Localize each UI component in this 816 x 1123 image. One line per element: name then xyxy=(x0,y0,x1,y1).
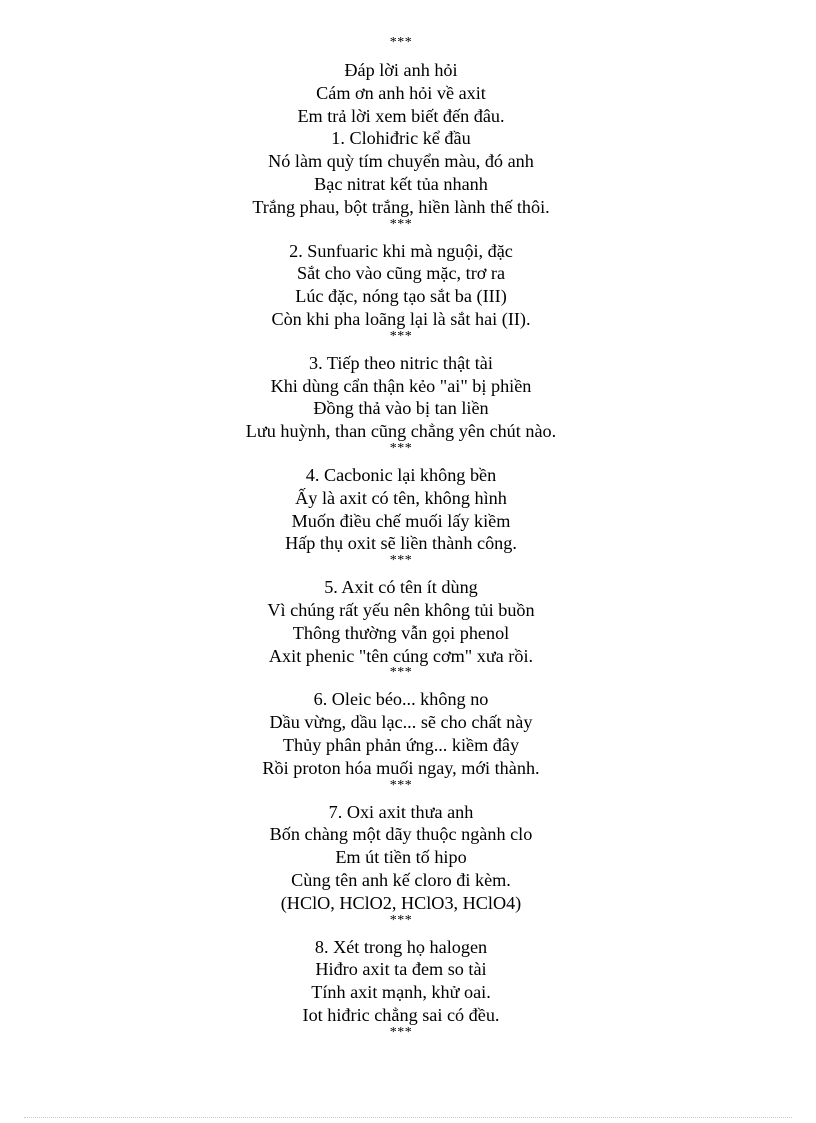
stanza-separator: *** xyxy=(389,912,413,928)
poem-line: Em trả lời xem biết đến đâu. xyxy=(297,105,505,126)
poem-line: Axit phenic "tên cúng cơm" xưa rồi. xyxy=(268,645,534,666)
stanza xyxy=(0,59,802,219)
poem-line: Lúc đặc, nóng tạo sắt ba (III) xyxy=(295,286,507,307)
stanza-separator: *** xyxy=(389,216,413,232)
stanza xyxy=(0,464,802,555)
poem-line: Đáp lời anh hỏi xyxy=(344,60,458,80)
poem-line: Thông thường vẫn gọi phenol xyxy=(292,622,510,643)
poem-line: Thủy phân phản ứng... kiềm đây xyxy=(282,734,520,755)
poem-line: 4. Cacbonic lại không bền xyxy=(305,464,497,485)
poem-line: Iot hiđric chẳng sai có đều. xyxy=(302,1004,500,1025)
poem-line: 8. Xét trong họ halogen xyxy=(314,936,488,957)
stanza xyxy=(0,240,802,331)
poem-line: Ấy là axit có tên, không hình xyxy=(295,487,507,508)
poem-line: 7. Oxi axit thưa anh xyxy=(328,801,474,822)
stanza-separator: *** xyxy=(389,1024,413,1040)
stanza xyxy=(0,688,802,779)
stanza xyxy=(0,801,802,915)
poem-line: Hiđro axit ta đem so tài xyxy=(315,959,487,980)
poem-line: Đồng thả vào bị tan liền xyxy=(313,398,489,419)
stanza-separator: *** xyxy=(389,665,413,681)
stanza-separator: *** xyxy=(389,553,413,569)
poem-line: Sắt cho vào cũng mặc, trơ ra xyxy=(296,263,506,284)
poem-line: Muốn điều chế muối lấy kiềm xyxy=(291,510,511,531)
page-footer-rule xyxy=(24,1117,792,1118)
poem-line: Nó làm quỳ tím chuyển màu, đó anh xyxy=(268,151,534,172)
stanza xyxy=(0,576,802,667)
stanza-separator: *** xyxy=(389,35,413,50)
poem-line: 3. Tiếp theo nitric thật tài xyxy=(309,352,493,373)
stanza xyxy=(0,936,802,1027)
poem-line: Lưu huỳnh, than cũng chẳng yên chút nào. xyxy=(245,421,557,442)
stanza xyxy=(0,352,802,443)
poem-line: Còn khi pha loãng lại là sắt hai (II). xyxy=(271,308,531,329)
poem-line: (HClO, HClO2, HClO3, HClO4) xyxy=(280,892,522,913)
poem-line: Bạc nitrat kết tủa nhanh xyxy=(314,173,488,194)
poem-line: Khi dùng cẩn thận kẻo "ai" bị phiền xyxy=(270,375,532,396)
poem-line: 5. Axit có tên ít dùng xyxy=(324,577,478,598)
stanza-separator: *** xyxy=(389,777,413,793)
poem-line: 2. Sunfuaric khi mà nguội, đặc xyxy=(289,240,513,261)
stanza-separator: *** xyxy=(389,440,413,456)
poem-line: 1. Clohiđric kể đầu xyxy=(331,128,471,149)
poem xyxy=(0,36,802,1048)
poem-line: Hấp thụ oxit sẽ liền thành công. xyxy=(285,533,517,554)
poem-line: Em út tiền tố hipo xyxy=(335,847,467,868)
poem-line: Bốn chàng một dãy thuộc ngành clo xyxy=(269,824,533,845)
poem-line: Cám ơn anh hỏi về axit xyxy=(316,82,486,103)
poem-line: Vì chúng rất yếu nên không tủi buồn xyxy=(267,599,535,620)
poem-line: Dầu vừng, dầu lạc... sẽ cho chất này xyxy=(269,712,533,733)
poem-line: 6. Oleic béo... không no xyxy=(313,689,489,710)
poem-line: Tính axit mạnh, khử oai. xyxy=(311,982,491,1003)
poem-line: Cùng tên anh kế cloro đi kèm. xyxy=(291,869,511,890)
poem-line: Trắng phau, bột trắng, hiền lành thế thôi. xyxy=(252,196,550,217)
stanza-separator: *** xyxy=(389,328,413,344)
poem-line: Rồi proton hóa muối ngay, mới thành. xyxy=(262,757,540,778)
